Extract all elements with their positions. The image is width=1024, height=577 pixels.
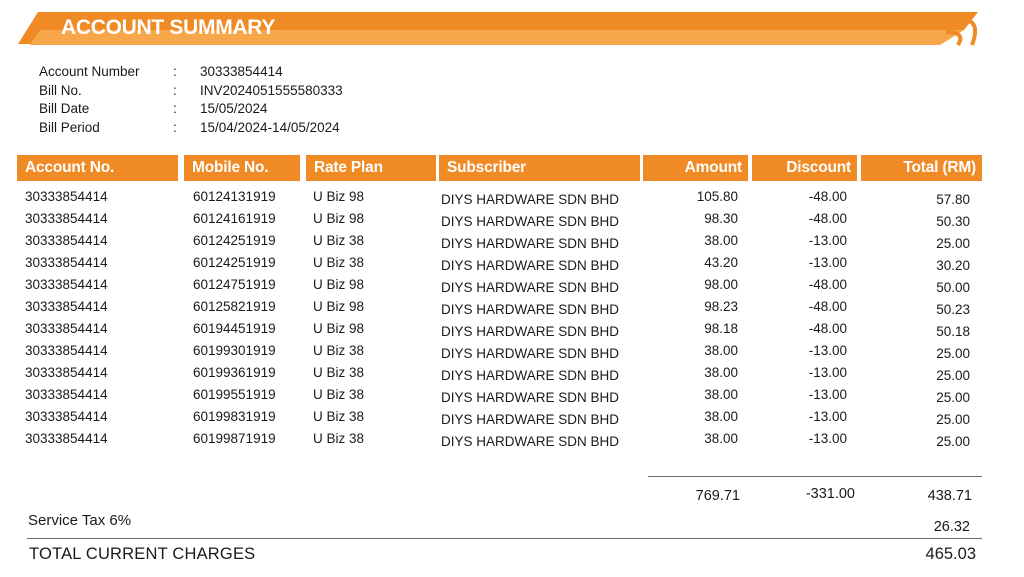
- service-tax-value: 26.32: [933, 519, 970, 535]
- cell-subscriber: DIYS HARDWARE SDN BHD: [441, 434, 620, 449]
- account-info: [39, 63, 439, 137]
- table-row: [0, 186, 1024, 208]
- info-row-account-number: [39, 63, 439, 82]
- cell-amount: 38.00: [704, 409, 738, 424]
- cell-account-no: 30333854414: [25, 255, 108, 270]
- info-value: 30333854414: [200, 64, 283, 79]
- cell-amount: 38.00: [704, 387, 738, 402]
- cell-subscriber: DIYS HARDWARE SDN BHD: [441, 412, 620, 427]
- total-current-charges-label: TOTAL CURRENT CHARGES: [29, 545, 256, 563]
- cell-amount: 38.00: [704, 365, 738, 380]
- cell-amount: 38.00: [704, 233, 738, 248]
- cell-subscriber: DIYS HARDWARE SDN BHD: [441, 192, 620, 207]
- cell-total: 50.18: [936, 324, 970, 339]
- total-current-charges-value: 465.03: [925, 545, 976, 563]
- cell-account-no: 30333854414: [25, 233, 108, 248]
- info-label: Account Number: [39, 64, 140, 79]
- cell-discount: -48.00: [808, 211, 847, 226]
- cell-total: 25.00: [936, 434, 970, 449]
- cell-total: 57.80: [936, 192, 970, 207]
- cell-total: 50.00: [936, 280, 970, 295]
- cell-discount: -48.00: [808, 299, 847, 314]
- cell-rate-plan: U Biz 38: [313, 365, 365, 380]
- cell-total: 25.00: [936, 346, 970, 361]
- cell-discount: -48.00: [808, 321, 847, 336]
- cell-subscriber: DIYS HARDWARE SDN BHD: [441, 236, 620, 251]
- cell-subscriber: DIYS HARDWARE SDN BHD: [441, 258, 620, 273]
- info-row-bill-date: [39, 100, 439, 119]
- cell-mobile-no: 60199301919: [193, 343, 276, 358]
- subtotal-total: 438.71: [927, 488, 972, 504]
- column-header-account-no: Account No.: [17, 155, 178, 181]
- column-header-discount: Discount: [752, 155, 857, 181]
- info-colon: :: [173, 64, 177, 79]
- cell-amount: 38.00: [704, 343, 738, 358]
- cell-total: 30.20: [936, 258, 970, 273]
- cell-rate-plan: U Biz 98: [313, 321, 365, 336]
- subtotal-amount: 769.71: [695, 488, 740, 504]
- cell-account-no: 30333854414: [25, 321, 108, 336]
- cell-rate-plan: U Biz 98: [313, 299, 365, 314]
- cell-mobile-no: 60124251919: [193, 255, 276, 270]
- info-colon: :: [173, 119, 177, 135]
- table-row: [0, 362, 1024, 384]
- cell-amount: 98.30: [704, 211, 738, 226]
- cell-mobile-no: 60199871919: [193, 431, 276, 446]
- table-row: [0, 384, 1024, 406]
- cell-account-no: 30333854414: [25, 431, 108, 446]
- cell-rate-plan: U Biz 38: [313, 255, 365, 270]
- cell-rate-plan: U Biz 98: [313, 277, 365, 292]
- info-label: Bill Date: [39, 101, 90, 116]
- column-header-subscriber: Subscriber: [439, 155, 640, 181]
- cell-rate-plan: U Biz 98: [313, 189, 365, 204]
- cell-amount: 38.00: [704, 431, 738, 446]
- table-row: [0, 340, 1024, 362]
- cell-total: 50.23: [936, 302, 970, 317]
- cell-mobile-no: 60124751919: [193, 277, 276, 292]
- cell-mobile-no: 60194451919: [193, 321, 276, 336]
- cell-rate-plan: U Biz 38: [313, 233, 365, 248]
- cell-account-no: 30333854414: [25, 343, 108, 358]
- grand-total-divider: [27, 538, 982, 539]
- cell-mobile-no: 60199361919: [193, 365, 276, 380]
- table-row: [0, 252, 1024, 274]
- table-row: [0, 230, 1024, 252]
- cell-mobile-no: 60125821919: [193, 299, 276, 314]
- cell-subscriber: DIYS HARDWARE SDN BHD: [441, 280, 620, 295]
- cell-account-no: 30333854414: [25, 299, 108, 314]
- table-header: [17, 155, 982, 181]
- cell-discount: -13.00: [808, 233, 847, 248]
- table-row: [0, 296, 1024, 318]
- info-colon: :: [173, 101, 177, 116]
- cell-discount: -13.00: [808, 343, 847, 358]
- cell-amount: 98.18: [704, 321, 738, 336]
- cell-subscriber: DIYS HARDWARE SDN BHD: [441, 324, 620, 339]
- table-row: [0, 406, 1024, 428]
- cell-discount: -48.00: [808, 189, 847, 204]
- cell-total: 25.00: [936, 390, 970, 405]
- cell-amount: 105.80: [696, 189, 738, 204]
- cell-mobile-no: 60124131919: [193, 189, 276, 204]
- cell-amount: 98.00: [704, 277, 738, 292]
- table-row: [0, 274, 1024, 296]
- column-header-mobile-no: Mobile No.: [184, 155, 300, 181]
- cell-mobile-no: 60199831919: [193, 409, 276, 424]
- cell-mobile-no: 60124251919: [193, 233, 276, 248]
- cell-subscriber: DIYS HARDWARE SDN BHD: [441, 390, 620, 405]
- info-colon: :: [173, 82, 177, 98]
- cell-discount: -13.00: [808, 387, 847, 402]
- cell-subscriber: DIYS HARDWARE SDN BHD: [441, 346, 620, 361]
- cell-account-no: 30333854414: [25, 409, 108, 424]
- column-header-rate-plan: Rate Plan: [306, 155, 436, 181]
- cell-mobile-no: 60199551919: [193, 387, 276, 402]
- cell-subscriber: DIYS HARDWARE SDN BHD: [441, 368, 620, 383]
- cell-account-no: 30333854414: [25, 277, 108, 292]
- column-header-amount: Amount: [643, 155, 748, 181]
- cell-mobile-no: 60124161919: [193, 211, 276, 226]
- table-body: [0, 186, 1024, 450]
- table-row: [0, 208, 1024, 230]
- cell-total: 50.30: [936, 214, 970, 229]
- info-value: 15/05/2024: [200, 101, 268, 116]
- cell-total: 25.00: [936, 236, 970, 251]
- info-value: INV2024051555580333: [200, 82, 343, 98]
- cell-discount: -13.00: [808, 409, 847, 424]
- cell-rate-plan: U Biz 38: [313, 431, 365, 446]
- cell-rate-plan: U Biz 38: [313, 387, 365, 402]
- cell-account-no: 30333854414: [25, 211, 108, 226]
- info-label: Bill Period: [39, 119, 100, 135]
- page-title: ACCOUNT SUMMARY: [61, 16, 276, 39]
- cell-discount: -13.00: [808, 431, 847, 446]
- info-label: Bill No.: [39, 82, 82, 98]
- cell-amount: 98.23: [704, 299, 738, 314]
- subtotal-discount: -331.00: [805, 486, 855, 502]
- cell-total: 25.00: [936, 412, 970, 427]
- cell-total: 25.00: [936, 368, 970, 383]
- info-value: 15/04/2024-14/05/2024: [200, 119, 340, 135]
- info-row-bill-no: [39, 82, 439, 101]
- cell-amount: 43.20: [704, 255, 738, 270]
- cell-account-no: 30333854414: [25, 387, 108, 402]
- subtotal-divider: [648, 476, 982, 477]
- cell-account-no: 30333854414: [25, 365, 108, 380]
- column-header-total: Total (RM): [861, 155, 982, 181]
- table-row: [0, 428, 1024, 450]
- cell-subscriber: DIYS HARDWARE SDN BHD: [441, 214, 620, 229]
- cell-rate-plan: U Biz 98: [313, 211, 365, 226]
- cell-account-no: 30333854414: [25, 189, 108, 204]
- service-tax-label: Service Tax 6%: [28, 512, 132, 529]
- cell-subscriber: DIYS HARDWARE SDN BHD: [441, 302, 620, 317]
- cell-discount: -13.00: [808, 365, 847, 380]
- cell-discount: -13.00: [808, 255, 847, 270]
- cell-discount: -48.00: [808, 277, 847, 292]
- info-row-bill-period: [39, 119, 439, 138]
- cell-rate-plan: U Biz 38: [313, 409, 365, 424]
- table-row: [0, 318, 1024, 340]
- cell-rate-plan: U Biz 38: [313, 343, 365, 358]
